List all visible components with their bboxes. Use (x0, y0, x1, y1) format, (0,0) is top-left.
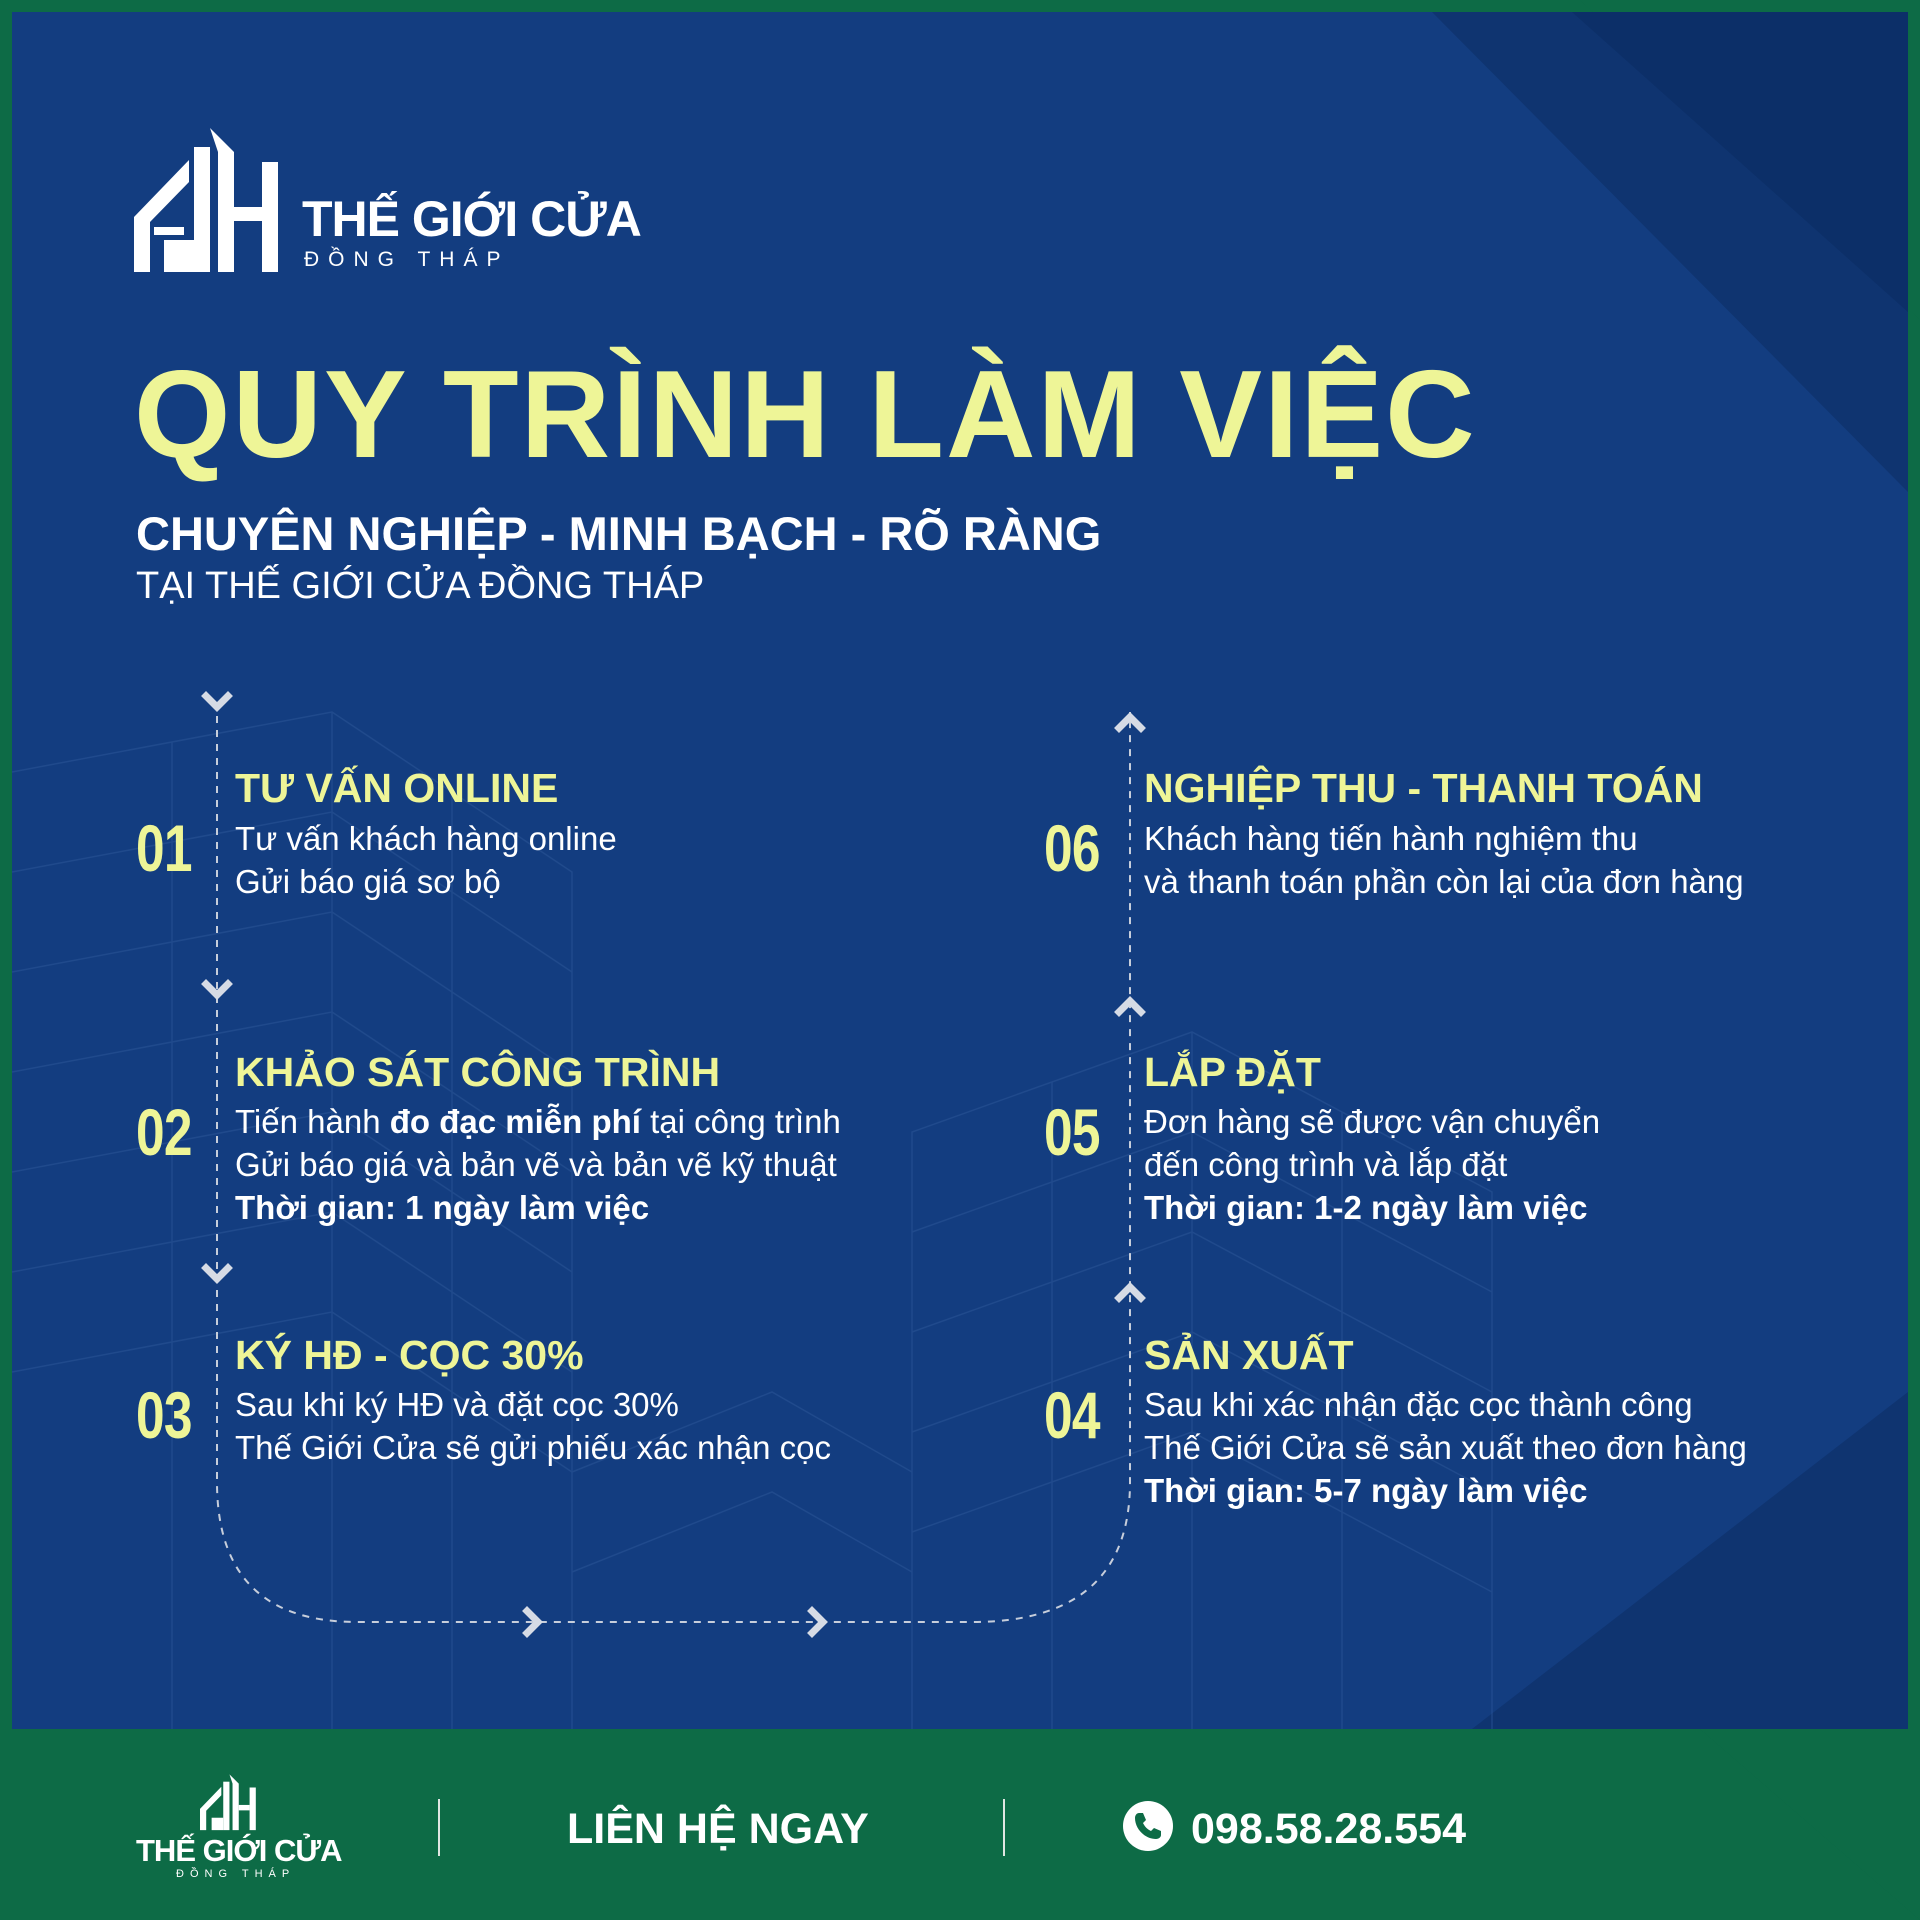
phone-icon[interactable] (1122, 1800, 1174, 1852)
main-panel (12, 12, 1908, 1729)
footer-divider (1003, 1799, 1005, 1856)
footer-brand-name: THẾ GIỚI CỬA (136, 1833, 342, 1868)
step-title: SẢN XUẤT (1144, 1332, 1354, 1378)
step-number: 03 (136, 1378, 192, 1452)
step-number: 02 (136, 1095, 192, 1169)
step-text: Đơn hàng sẽ được vận chuyển (1144, 1103, 1601, 1140)
arrow-right-icon (812, 1611, 823, 1633)
step-text: Thế Giới Cửa sẽ gửi phiếu xác nhận cọc (235, 1429, 831, 1466)
step-duration: Thời gian: 5-7 ngày làm việc (1144, 1472, 1588, 1509)
footer-logo-icon (200, 1772, 262, 1834)
step-title: LẮP ĐẶT (1144, 1049, 1321, 1095)
step-text: đến công trình và lắp đặt (1144, 1146, 1508, 1183)
page-subtitle: CHUYÊN NGHIỆP - MINH BẠCH - RÕ RÀNG (136, 507, 1102, 560)
footer (0, 1729, 1920, 1920)
footer-divider (438, 1799, 440, 1856)
contact-label: LIÊN HỆ NGAY (567, 1805, 869, 1853)
page-title: QUY TRÌNH LÀM VIỆC (134, 346, 1477, 484)
step-text: và thanh toán phần còn lại của đơn hàng (1144, 863, 1744, 900)
step-text: Thế Giới Cửa sẽ sản xuất theo đơn hàng (1144, 1429, 1747, 1466)
step-duration: Thời gian: 1-2 ngày làm việc (1144, 1189, 1588, 1226)
footer-brand-subname: ĐỒNG THÁP (176, 1868, 296, 1880)
step-text: Tiến hành đo đạc miễn phí tại công trình (235, 1103, 841, 1140)
step-duration: Thời gian: 1 ngày làm việc (235, 1189, 650, 1226)
step-text: Sau khi ký HĐ và đặt cọc 30% (235, 1386, 679, 1423)
step-text: Tư vấn khách hàng online (235, 820, 617, 857)
step-text: Sau khi xác nhận đặc cọc thành công (1144, 1386, 1693, 1423)
brand-name: THẾ GIỚI CỬA (302, 191, 641, 247)
step-text: Gửi báo giá và bản vẽ và bản vẽ kỹ thuật (235, 1146, 837, 1183)
step-title: KHẢO SÁT CÔNG TRÌNH (235, 1049, 721, 1095)
step-title: KÝ HĐ - CỌC 30% (235, 1332, 584, 1378)
step-title: NGHIỆP THU - THANH TOÁN (1144, 765, 1703, 811)
step-title: TƯ VẤN ONLINE (235, 765, 559, 811)
step-text: Khách hàng tiến hành nghiệm thu (1144, 820, 1638, 857)
step-number: 01 (136, 811, 192, 885)
step-number: 06 (1044, 811, 1100, 885)
phone-number[interactable]: 098.58.28.554 (1191, 1805, 1466, 1853)
arrow-down-icon (206, 696, 228, 707)
arrow-down-icon (206, 1268, 228, 1279)
step-number: 04 (1044, 1378, 1100, 1452)
step-text: Gửi báo giá sơ bộ (235, 863, 501, 900)
step-number: 05 (1044, 1095, 1100, 1169)
page-tagline: TẠI THẾ GIỚI CỬA ĐỒNG THÁP (136, 565, 705, 607)
brand-subname: ĐỒNG THÁP (304, 248, 510, 271)
